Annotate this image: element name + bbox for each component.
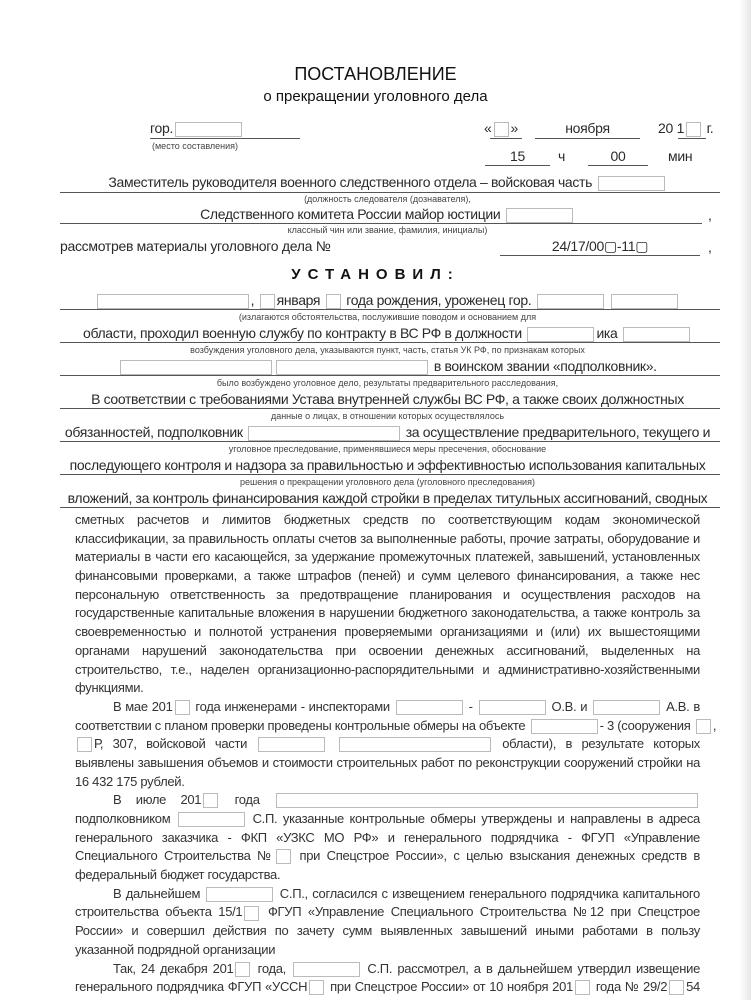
form-row-caption: возбуждения уголовного дела, указываются пункт, часть, статья УК РФ, по признакам которых — [190, 345, 585, 355]
body-line: персональную ответственность за предотвращение планирования и осуществления расходов на — [75, 586, 700, 602]
hour-unit: ч — [558, 148, 565, 164]
redaction-box — [669, 980, 684, 995]
body-line: классификации, за правильность оплаты счетов за выполненные работы, прочие затраты, оборудование и — [75, 530, 700, 546]
body-line: государственные капитальные вложения в нарушении бюджетного законодательства, а также контроль за — [75, 605, 700, 621]
date-year — [658, 120, 713, 137]
body-line: В дальнейшем С.П., согласился с извещением генерального подрядчика капитального — [113, 885, 700, 901]
time-minute: 00 — [610, 148, 626, 164]
redaction-box — [235, 962, 250, 977]
redaction-box — [276, 849, 291, 864]
place-label: гор. — [150, 120, 174, 136]
body-line: финансовыми проверками, а также штрафов (пеней) и сумм целевого финансирования, а также нес — [75, 568, 700, 584]
body-line: Р, 307, войсковой части области), в результате которых — [75, 735, 700, 754]
form-row-caption: решения о прекращении уголовного дела (уголовного преследования) — [240, 477, 535, 487]
date-month: ноября — [565, 120, 610, 136]
body-line: федеральный бюджет государства. — [75, 867, 281, 883]
investigator-position: Заместитель руководителя военного следственного отдела – войсковая часть — [60, 174, 715, 191]
case-underline — [500, 255, 700, 256]
form-row-underline — [60, 342, 720, 343]
month-underline — [535, 138, 640, 139]
investigator-rank: Следственного комитета России майор юстиции — [60, 206, 715, 223]
form-row: обязанностей, подполковник за осуществление предварительного, текущего и — [64, 424, 711, 440]
redaction-box — [244, 906, 259, 921]
redaction-box — [598, 176, 665, 191]
redaction-box — [506, 208, 573, 223]
body-line: Так, 24 декабря 201 года, С.П. рассмотрел, а в дальнейшем утвердил извещение — [113, 960, 700, 976]
form-row-caption: (излагаются обстоятельства, послужившие поводом и основанием для — [238, 312, 537, 322]
body-line: генерального подрядчика ФГУП «УССН при Спецстрое России» от 10 ноября 201 года № 29/2 54 — [75, 979, 700, 995]
year-prefix: 20 — [658, 120, 673, 136]
redaction-box — [326, 294, 341, 309]
form-row-underline — [60, 474, 720, 475]
redaction-box — [120, 360, 272, 375]
hour-underline — [485, 165, 550, 166]
form-row-caption: уголовное преследование, применявшиеся меры пресечения, обоснование — [228, 444, 547, 454]
redaction-box — [97, 294, 249, 309]
redaction-box — [258, 737, 325, 752]
form-row: в воинском звании «подполковник». — [60, 358, 715, 375]
redaction-box — [175, 700, 190, 715]
quote-open: « — [484, 120, 492, 136]
form-row: , января года рождения, уроженец гор. — [60, 292, 715, 309]
redaction-box — [623, 327, 690, 342]
redaction-box — [611, 294, 678, 309]
redaction-box — [531, 719, 598, 734]
redaction-box — [593, 700, 660, 715]
redaction-box — [339, 737, 491, 752]
quote-close: » — [510, 120, 518, 136]
redaction-box — [178, 812, 245, 827]
rank-underline — [60, 223, 702, 224]
day-underline — [490, 138, 522, 139]
body-line: указанной подрядной организации — [75, 941, 276, 957]
position-caption: (должность следователя (дознавателя), — [304, 194, 471, 204]
place-caption: (место составления) — [152, 141, 239, 151]
place-field — [150, 120, 244, 137]
position-underline — [60, 192, 720, 193]
body-line: России» и совершил действия по зачету сумм выявленных завышений иными работами в пользу — [75, 923, 700, 939]
form-row-underline — [60, 441, 720, 442]
redaction-box — [396, 700, 463, 715]
redaction-box — [527, 327, 594, 342]
redaction-box — [686, 122, 701, 137]
body-line: соответствии с планом проверки проведены контрольные обмеры на объекте - 3 (сооружения , — [75, 717, 717, 733]
rank-comma: , — [708, 207, 712, 223]
redaction-box — [276, 360, 428, 375]
redaction-box — [575, 980, 590, 995]
document-body — [75, 511, 717, 997]
redaction-box — [203, 793, 218, 808]
form-row-underline — [60, 408, 720, 409]
place-underline — [150, 138, 300, 139]
year-suffix: г. — [706, 120, 714, 136]
document-subtitle: о прекращении уголовного дела — [263, 88, 488, 105]
document-title: ПОСТАНОВЛЕНИЕ — [294, 64, 457, 84]
minute-underline — [588, 165, 648, 166]
redaction-box — [248, 426, 400, 441]
redaction-box — [276, 793, 698, 808]
minute-unit: мин — [668, 148, 693, 164]
body-line: В мае 201 года инженерами - инспекторами - О.В. и А.В. в — [113, 698, 700, 714]
body-line: строительства объекта 15/1 ФГУП «Управление Специального Строительства №12 при Спецстрое — [75, 904, 700, 920]
redaction-box — [206, 887, 273, 902]
form-row-underline — [60, 507, 720, 508]
body-line: функциями. — [75, 680, 144, 696]
rank-caption: классный чин или звание, фамилия, инициалы) — [287, 225, 488, 235]
date-day — [484, 120, 518, 137]
established-heading: УСТАНОВИЛ: — [291, 266, 460, 283]
year-underline — [678, 138, 706, 139]
form-row-underline — [60, 309, 720, 310]
body-line: сметных расчетов и лимитов бюджетных средств по соответствующим кодам экономической — [75, 512, 700, 527]
form-row: последующего контроля и надзора за правильностью и эффективностью использования капитальных — [69, 457, 706, 473]
form-row: области, проходил военную службу по контракту в ВС РФ в должности ика — [60, 325, 715, 342]
year-partial: 1 — [676, 120, 685, 136]
form-row-caption: данные о лицах, в отношении которых осуществлялось — [270, 411, 505, 421]
scan-edge-shadow — [739, 0, 751, 1000]
redaction-box — [293, 962, 360, 977]
body-line: строительство, т.е., наделен организационно-распорядительными и административно-хозяйственными — [75, 661, 700, 677]
redaction-box — [260, 294, 275, 309]
body-line: Специального Строительства № при Спецстрое России», с целью взыскания денежных средств в — [75, 848, 700, 864]
body-line: В июле 201 года — [75, 791, 700, 810]
redaction-box — [77, 737, 92, 752]
form-row-caption: было возбуждено уголовное дело, результаты предварительного расследования, — [216, 378, 559, 388]
redaction-box — [309, 980, 324, 995]
body-line: генерального заказчика - ФКП «УЗКС МО РФ» и генерального подрядчика - ФГУП «Управление — [75, 829, 700, 845]
redaction-box — [696, 719, 711, 734]
case-label: рассмотрев материалы уголовного дела № — [60, 238, 331, 254]
case-number: 24/17/00▢-11▢ — [551, 238, 649, 254]
case-comma: , — [708, 239, 712, 255]
time-hour: 15 — [510, 148, 525, 164]
form-row-underline — [60, 375, 720, 376]
body-line: 16 432 175 рублей. — [75, 773, 185, 789]
redaction-box — [175, 122, 242, 137]
redaction-box — [494, 122, 509, 137]
form-row: В соответствии с требованиями Устава внутренней службы ВС РФ, а также своих должностных — [91, 391, 684, 407]
redaction-box — [479, 700, 546, 715]
body-line: своевременностью и полнотой устранения проверяемыми организациями и (или) их вышестоящими — [75, 624, 700, 640]
form-row: вложений, за контроль финансирования каждой стройки в пределах титульных ассигнований, сводных — [67, 490, 708, 506]
redaction-box — [537, 294, 604, 309]
body-line: выявлены завышения объемов и стоимости строительных работ по реконструкции сооружений стройки на — [75, 754, 700, 770]
body-line: подполковником С.П. указанные контрольные обмеры утверждены и направлены в адреса — [75, 811, 700, 826]
body-line: органами нарушений законодательства при освоении денежных ассигнований, выделенных на — [75, 642, 700, 658]
body-line: материалы в части его касающейся, за удержание промежуточных платежей, завышений, установленных — [75, 549, 700, 565]
